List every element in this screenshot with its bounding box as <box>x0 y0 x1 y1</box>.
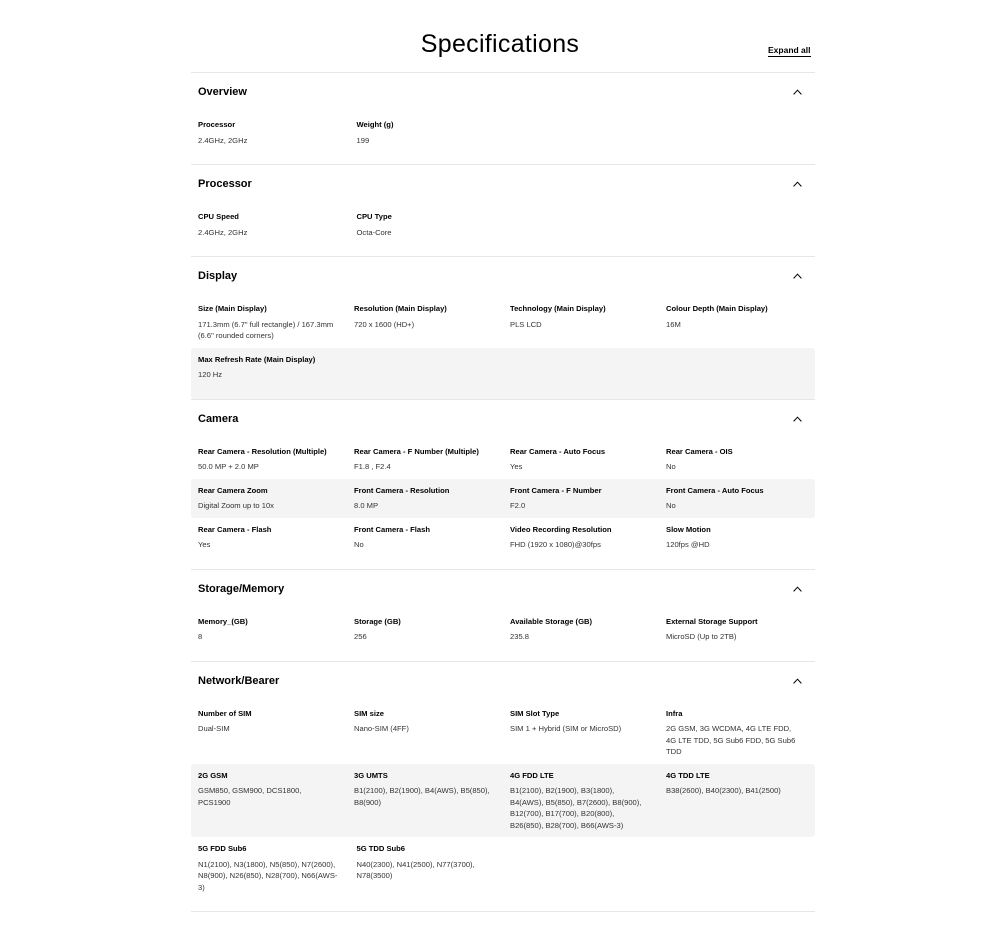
spec-label: Max Refresh Rate (Main Display) <box>198 354 316 364</box>
spec-section-storage-memory <box>191 569 815 661</box>
spec-value: No <box>354 540 364 549</box>
chevron-up-icon[interactable] <box>793 273 802 279</box>
spec-item <box>350 843 509 893</box>
spec-item <box>191 303 347 342</box>
spec-item <box>191 524 347 551</box>
section-title: Processor <box>198 178 252 190</box>
spec-value: No <box>666 501 676 510</box>
spec-item <box>347 485 503 512</box>
spec-value: B1(2100), B2(1900), B3(1800), B4(AWS), B5(850), B7(2600), B8(900), B12(700), B17(700), B20(800), B26(850), B28(700), B66(AWS-3) <box>510 786 642 830</box>
spec-item <box>659 616 815 643</box>
spec-label: Memory_(GB) <box>198 616 248 626</box>
section-header[interactable] <box>191 257 815 297</box>
spec-item <box>503 446 659 473</box>
spec-label: Rear Camera - Resolution (Multiple) <box>198 446 327 456</box>
spec-item <box>191 770 347 832</box>
spec-value: Nano-SIM (4FF) <box>354 724 409 733</box>
spec-label: CPU Type <box>356 212 392 221</box>
spec-item <box>347 303 503 342</box>
section-title: Network/Bearer <box>198 674 280 687</box>
spec-value: 120 Hz <box>198 370 223 379</box>
spec-label: SIM size <box>354 708 384 718</box>
spec-value: 235.8 <box>510 632 530 641</box>
spec-label: Technology (Main Display) <box>510 304 606 313</box>
spec-item <box>503 303 659 342</box>
spec-value: Digital Zoom up to 10x <box>198 501 274 510</box>
spec-row <box>191 348 815 399</box>
spec-label: Infra <box>666 708 683 718</box>
spec-row <box>191 518 815 569</box>
spec-value: 2G GSM, 3G WCDMA, 4G LTE FDD, 4G LTE TDD, 5G Sub6 FDD, 5G Sub6 TDD <box>666 724 796 756</box>
section-title: Storage/Memory <box>198 582 285 595</box>
spec-value: Dual-SIM <box>198 724 230 733</box>
spec-label: Size (Main Display) <box>198 304 267 313</box>
spec-item <box>347 524 503 551</box>
spec-value: No <box>666 462 676 471</box>
spec-item <box>347 446 503 473</box>
spec-label: Available Storage (GB) <box>510 616 593 626</box>
chevron-up-icon[interactable] <box>793 416 802 422</box>
spec-row <box>191 837 815 911</box>
spec-value: Octa-Core <box>356 227 392 237</box>
spec-label: 4G TDD LTE <box>666 770 710 780</box>
spec-label: Front Camera - Auto Focus <box>666 485 764 495</box>
section-header[interactable] <box>191 400 815 440</box>
section-header[interactable] <box>191 73 815 113</box>
spec-label: Rear Camera - Auto Focus <box>510 446 606 456</box>
spec-value: N1(2100), N3(1800), N5(850), N7(2600), N8(900), N26(850), N28(700), N66(AWS-3) <box>198 859 338 892</box>
spec-label: Resolution (Main Display) <box>354 304 447 313</box>
spec-item <box>350 211 509 238</box>
spec-section-camera <box>191 399 815 569</box>
spec-value: 8 <box>198 632 203 641</box>
spec-label: Weight (g) <box>356 120 394 129</box>
spec-row <box>191 479 815 518</box>
spec-value: 16M <box>666 319 681 329</box>
spec-label: External Storage Support <box>666 616 758 626</box>
spec-value: 120fps @HD <box>666 540 710 549</box>
chevron-up-icon[interactable] <box>793 678 802 684</box>
spec-value: F1.8 , F2.4 <box>354 462 391 471</box>
divider <box>191 911 815 912</box>
spec-item <box>659 303 815 342</box>
spec-item <box>659 485 815 512</box>
spec-item <box>503 485 659 512</box>
spec-item <box>347 770 503 832</box>
spec-label: Processor <box>198 120 236 129</box>
spec-item <box>191 211 350 238</box>
spec-item <box>191 119 350 146</box>
spec-value: 199 <box>356 135 370 145</box>
spec-item <box>191 616 347 643</box>
chevron-up-icon[interactable] <box>793 586 802 592</box>
spec-label: Front Camera - Resolution <box>354 485 450 495</box>
spec-row <box>191 440 815 479</box>
spec-value: B38(2600), B40(2300), B41(2500) <box>666 786 781 795</box>
spec-value: PLS LCD <box>510 319 542 329</box>
spec-value: Yes <box>198 540 211 549</box>
spec-item <box>191 354 350 381</box>
spec-section-display <box>191 256 815 399</box>
chevron-up-icon[interactable] <box>793 181 802 187</box>
spec-item <box>659 770 815 832</box>
spec-value: 8.0 MP <box>354 501 379 510</box>
spec-item <box>191 446 347 473</box>
spec-item <box>191 843 350 893</box>
spec-item <box>347 708 503 758</box>
spec-value: 2.4GHz, 2GHz <box>198 227 248 237</box>
spec-label: Rear Camera - OIS <box>666 446 733 456</box>
section-title: Overview <box>198 86 247 98</box>
spec-label: 5G FDD Sub6 <box>198 844 247 853</box>
spec-label: CPU Speed <box>198 212 239 221</box>
spec-label: Rear Camera - Flash <box>198 524 272 534</box>
spec-section-overview <box>191 72 815 164</box>
spec-label: Video Recording Resolution <box>510 524 612 534</box>
spec-item <box>659 446 815 473</box>
section-title: Display <box>198 270 238 282</box>
spec-row <box>191 297 815 348</box>
spec-value: N40(2300), N41(2500), N77(3700), N78(3500) <box>356 859 475 880</box>
spec-row <box>191 610 815 661</box>
spec-label: SIM Slot Type <box>510 708 560 718</box>
spec-row <box>191 205 815 256</box>
spec-label: 4G FDD LTE <box>510 770 554 780</box>
chevron-up-icon[interactable] <box>793 89 802 95</box>
spec-value: F2.0 <box>510 501 526 510</box>
spec-label: Front Camera - Flash <box>354 524 430 534</box>
spec-section-processor <box>191 164 815 256</box>
spec-value: 171.3mm (6.7" full rectangle) / 167.3mm (6.6" rounded corners) <box>198 319 334 340</box>
spec-item <box>503 524 659 551</box>
page-title: Specifications <box>420 30 580 58</box>
spec-label: Rear Camera - F Number (Multiple) <box>354 446 479 456</box>
spec-item <box>191 708 347 758</box>
section-header[interactable] <box>191 662 815 702</box>
spec-value: B1(2100), B2(1900), B4(AWS), B5(850), B8(900) <box>354 786 490 807</box>
spec-label: 5G TDD Sub6 <box>356 844 406 853</box>
spec-label: Front Camera - F Number <box>510 485 602 495</box>
spec-value: 720 x 1600 (HD+) <box>354 319 415 329</box>
spec-label: Colour Depth (Main Display) <box>666 304 768 313</box>
spec-value: Yes <box>510 462 523 471</box>
spec-label: Number of SIM <box>198 708 252 718</box>
spec-section-network-bearer <box>191 661 815 912</box>
spec-row <box>191 113 815 164</box>
spec-label: Storage (GB) <box>354 616 401 626</box>
section-title: Camera <box>198 412 239 425</box>
spec-item <box>503 616 659 643</box>
spec-item <box>191 485 347 512</box>
spec-row <box>191 764 815 838</box>
spec-value: 50.0 MP + 2.0 MP <box>198 462 259 471</box>
spec-label: Rear Camera Zoom <box>198 485 268 495</box>
spec-value: FHD (1920 x 1080)@30fps <box>510 540 601 549</box>
section-header[interactable] <box>191 165 815 205</box>
section-header[interactable] <box>191 570 815 610</box>
spec-label: 2G GSM <box>198 770 228 780</box>
spec-item <box>659 524 815 551</box>
spec-value: MicroSD (Up to 2TB) <box>666 632 737 641</box>
expand-all-link[interactable]: Expand all <box>768 45 811 55</box>
spec-label: Slow Motion <box>666 524 711 534</box>
spec-item <box>503 708 659 758</box>
spec-value: 256 <box>354 632 367 641</box>
spec-item <box>503 770 659 832</box>
spec-label: 3G UMTS <box>354 770 388 780</box>
spec-item <box>659 708 815 758</box>
spec-item <box>350 119 509 146</box>
spec-value: GSM850, GSM900, DCS1800, PCS1900 <box>198 786 302 807</box>
spec-value: 2.4GHz, 2GHz <box>198 135 248 145</box>
spec-row <box>191 702 815 764</box>
spec-value: SIM 1 + Hybrid (SIM or MicroSD) <box>510 724 622 733</box>
spec-sections <box>191 72 815 912</box>
spec-item <box>347 616 503 643</box>
